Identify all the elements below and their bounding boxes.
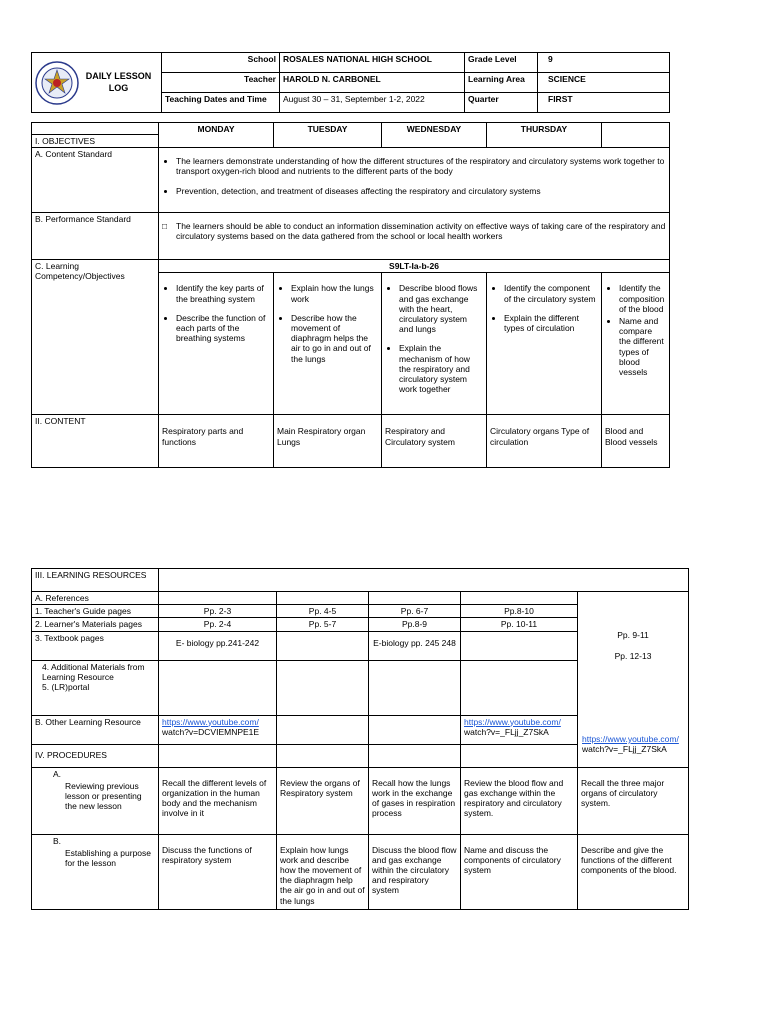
tg-friday: Pp. 9-11: [617, 630, 649, 640]
review-label: Reviewing previous lesson or presenting the new lesson: [65, 780, 142, 812]
review-wednesday: Recall how the lungs work in the exchange of gases in respiration process: [369, 767, 461, 834]
resources-heading-blank: [159, 569, 689, 592]
header-table: [31, 52, 670, 113]
lm-monday: Pp. 2-4: [159, 618, 277, 631]
teacher-value: HAROLD N. CARBONEL: [280, 73, 465, 93]
objectives-table: [31, 122, 670, 468]
portal-label: 5. (LR)portal: [42, 681, 90, 692]
checkbox-bullet-icon: □: [162, 221, 168, 232]
tg-tuesday: Pp. 4-5: [277, 605, 369, 618]
tb-wednesday: E-biology pp. 245 248: [369, 631, 461, 660]
lm-friday: Pp. 12-13: [614, 651, 652, 662]
add-blank: [277, 660, 369, 715]
deped-seal-icon: [35, 61, 79, 105]
proc-blank: [369, 744, 461, 767]
log-title-line-2: LOG: [108, 82, 129, 93]
content-friday: Blood and Blood vessels: [602, 415, 670, 468]
content-tuesday: Main Respiratory organ Lungs: [274, 415, 382, 468]
purpose-thursday: Name and discuss the components of circulatory system: [461, 834, 578, 909]
other-label: B. Other Learning Resource: [32, 715, 159, 744]
purpose-tuesday: Explain how lungs work and describe how the movement of the diaphragm help the air go in and out of the lungs: [277, 834, 369, 909]
competency-code: S9LT-Ia-b-26: [159, 260, 670, 273]
additional-label: 4. Additional Materials from Learning Resource: [42, 661, 145, 682]
tb-label: 3. Textbook pages: [32, 631, 159, 660]
review-tuesday: Review the organs of Respiratory system: [277, 767, 369, 834]
day-tuesday: TUESDAY: [274, 123, 382, 148]
competency-item: • Explain how the lungs work: [291, 283, 378, 303]
review-label-cell: [32, 767, 159, 834]
objectives-heading: I. OBJECTIVES: [32, 134, 158, 147]
youtube-link-rest: watch?v=_FLjj_Z7SkA: [582, 744, 667, 755]
proc-blank: [461, 744, 578, 767]
references-label: A. References: [32, 592, 159, 605]
other-tuesday: [277, 715, 369, 744]
header-logo-cell: [32, 53, 162, 113]
tb-thursday: [461, 631, 578, 660]
purpose-monday: Discuss the functions of respiratory system: [159, 834, 277, 909]
purpose-friday: Describe and give the functions of the different components of the blood.: [578, 834, 689, 909]
review-letter: A.: [53, 768, 62, 779]
youtube-link[interactable]: https://www.youtube.com/: [582, 734, 679, 744]
grade-value: 9: [538, 53, 670, 73]
day-thursday: THURSDAY: [487, 123, 602, 148]
grade-label: Grade Level: [465, 53, 538, 73]
proc-blank: [277, 744, 369, 767]
competency-item: • Describe blood flows and gas exchange with the heart, circulatory system and lungs: [399, 283, 483, 334]
competency-friday: [602, 273, 670, 415]
content-standard-item-2: • Prevention, detection, and treatment of diseases affecting the respiratory and circulatory systems: [176, 186, 666, 196]
tg-label: 1. Teacher's Guide pages: [32, 605, 159, 618]
area-value: SCIENCE: [538, 73, 670, 93]
ref-blank: [277, 592, 369, 605]
content-heading: II. CONTENT: [32, 415, 159, 468]
ref-blank: [159, 592, 277, 605]
competency-item: • Name and compare the different types of blood vessels: [619, 316, 666, 377]
purpose-label: Establishing a purpose for the lesson: [65, 847, 152, 868]
content-monday: Respiratory parts and functions: [159, 415, 274, 468]
content-wednesday: Respiratory and Circulatory system: [382, 415, 487, 468]
review-friday: Recall the three major organs of circulatory system.: [578, 767, 689, 834]
competency-item: • Identify the component of the circulatory system: [504, 283, 598, 303]
school-label: School: [162, 53, 280, 73]
header-section: [31, 52, 669, 113]
youtube-link-rest: watch?v=DCVIEMNPE1E: [162, 726, 260, 737]
competency-item: • Identify the composition of the blood: [619, 283, 666, 314]
other-wednesday: [369, 715, 461, 744]
competency-thursday: [487, 273, 602, 415]
tb-monday: E- biology pp.241-242: [159, 631, 277, 660]
competency-tuesday: [274, 273, 382, 415]
day-wednesday: WEDNESDAY: [382, 123, 487, 148]
other-friday: [582, 734, 686, 754]
competency-item: • Describe how the movement of diaphragm helps the air to go in and out of the lungs: [291, 313, 378, 364]
youtube-link[interactable]: https://www.youtube.com/: [464, 716, 561, 727]
objectives-section: [31, 122, 669, 468]
competency-wednesday: [382, 273, 487, 415]
procedures-heading: IV. PROCEDURES: [32, 744, 159, 767]
day-friday-blank: [602, 123, 670, 148]
competency-label: C. Learning Competency/Objectives: [32, 260, 159, 415]
quarter-label: Quarter: [465, 93, 538, 113]
teacher-label: Teacher: [162, 73, 280, 93]
competency-item: • Identify the key parts of the breathing system: [176, 283, 270, 303]
objectives-heading-cell: [32, 123, 159, 148]
ref-blank: [369, 592, 461, 605]
review-thursday: Review the blood flow and gas exchange within the respiratory and circulatory system.: [461, 767, 578, 834]
school-value: ROSALES NATIONAL HIGH SCHOOL: [280, 53, 465, 73]
performance-standard-cell: [159, 213, 670, 260]
tb-tuesday: [277, 631, 369, 660]
competency-item: • Explain the different types of circulation: [504, 313, 598, 333]
quarter-value: FIRST: [538, 93, 670, 113]
lm-tuesday: Pp. 5-7: [277, 618, 369, 631]
competency-item: • Explain the mechanism of how the respiratory and circulatory system work together: [399, 343, 483, 394]
tg-monday: Pp. 2-3: [159, 605, 277, 618]
other-thursday: [461, 715, 578, 744]
competency-item: • Describe the function of each parts of the breathing systems: [176, 313, 270, 344]
other-monday: [159, 715, 277, 744]
content-standard-item-1: • The learners demonstrate understanding of how the different structures of the respiratory and circulatory systems work together to transport oxygen-rich blood and nutrients to the different parts of the body: [176, 156, 666, 176]
competency-monday: [159, 273, 274, 415]
content-standard-cell: [159, 148, 670, 213]
performance-standard-label: B. Performance Standard: [32, 213, 159, 260]
dates-value: August 30 – 31, September 1-2, 2022: [280, 93, 465, 113]
area-label: Learning Area: [465, 73, 538, 93]
additional-cell: [32, 660, 159, 715]
lm-label: 2. Learner's Materials pages: [32, 618, 159, 631]
lm-wednesday: Pp.8-9: [369, 618, 461, 631]
add-blank: [461, 660, 578, 715]
content-thursday: Circulatory organs Type of circulation: [487, 415, 602, 468]
add-blank: [369, 660, 461, 715]
youtube-link-rest: watch?v=_FLjj_Z7SkA: [464, 726, 549, 737]
purpose-label-cell: [32, 834, 159, 909]
purpose-letter: B.: [53, 835, 62, 846]
review-monday: Recall the different levels of organization in the human body and the mechanism involve in it: [159, 767, 277, 834]
log-title-line-1: DAILY LESSON: [85, 70, 152, 81]
proc-blank: [159, 744, 277, 767]
lm-thursday: Pp. 10-11: [461, 618, 578, 631]
resources-heading: III. LEARNING RESOURCES: [32, 569, 159, 592]
content-standard-label: A. Content Standard: [32, 148, 159, 213]
ref-blank: [461, 592, 578, 605]
add-blank: [159, 660, 277, 715]
day-monday: MONDAY: [159, 123, 274, 148]
tg-wednesday: Pp. 6-7: [369, 605, 461, 618]
performance-standard-text: The learners should be able to conduct an information dissemination activity on effective ways of taking care of the respiratory and circulatory systems based on the data gathered from the school or local health workers: [176, 221, 666, 242]
purpose-wednesday: Discuss the blood flow and gas exchange within the circulatory and respiratory system: [369, 834, 461, 909]
tg-thursday: Pp.8-10: [461, 605, 578, 618]
dates-label: Teaching Dates and Time: [162, 93, 280, 113]
youtube-link[interactable]: https://www.youtube.com/: [162, 716, 259, 727]
